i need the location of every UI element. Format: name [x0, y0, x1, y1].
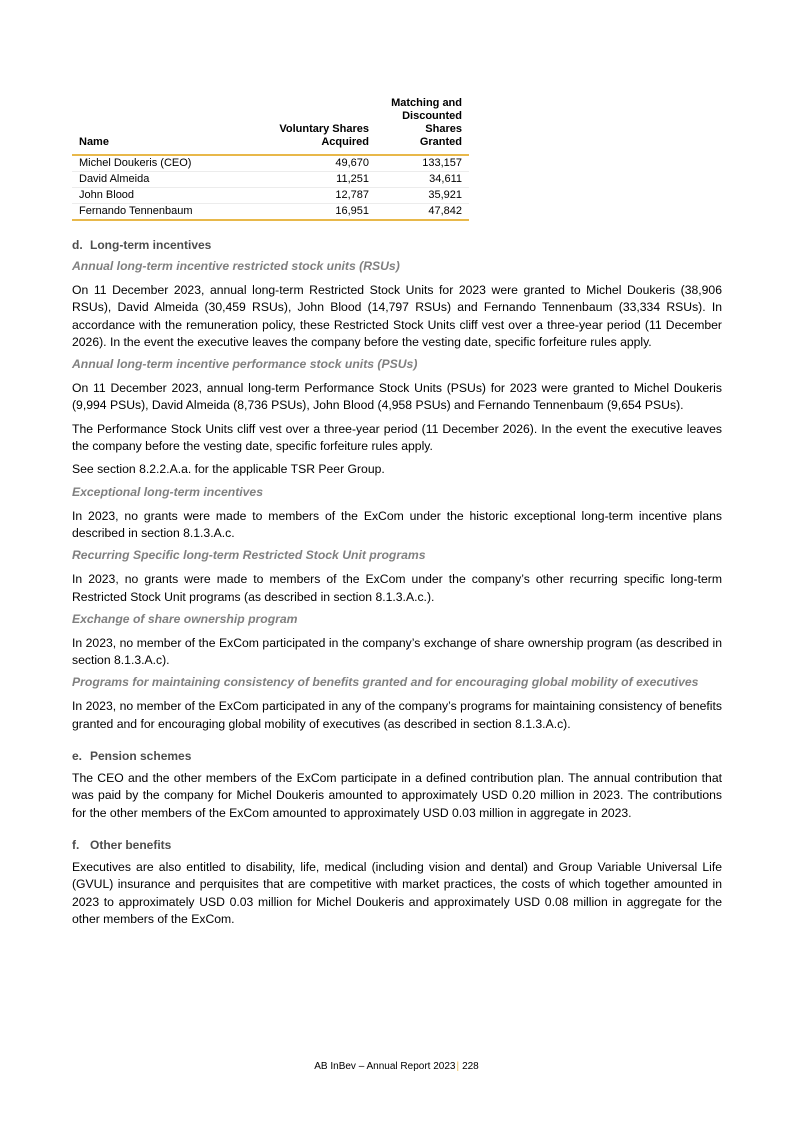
- paragraph-rsus: On 11 December 2023, annual long-term Restricted Stock Units for 2023 were granted to Michel Doukeris (38,906 RSUs), David Almeida (30,459 RSUs), John Blood (14,797 RSUs) and Fernando Tennenbaum (33,334 RSUs). In accordance with the remuneration policy, these Restricted Stock Units cliff vest over a three-year period (11 December 2026). In the event the executive leaves the company before the vesting date, specific forfeiture rules apply.: [72, 283, 722, 349]
- cell-name: John Blood: [72, 188, 256, 204]
- cell-name: Fernando Tennenbaum: [72, 204, 256, 221]
- cell-voluntary: 16,951: [256, 204, 376, 221]
- paragraph-psus-vesting: The Performance Stock Units cliff vest over a three-year period (11 December 2026). In the event the executive leaves the company before the vesting date, specific forfeiture rules apply.: [72, 421, 722, 454]
- paragraph-exceptional-incentives: In 2023, no grants were made to members of the ExCom under the historic exceptional long-term incentive plans described in section 8.1.3.A.c.: [72, 508, 722, 540]
- table-row: [72, 155, 469, 172]
- subheading-recurring-rsu-programs: Recurring Specific long-term Restricted Stock Unit programs: [72, 548, 426, 563]
- table-row: [72, 172, 469, 188]
- section-heading-long-term-incentives: d. Long-term incentives: [72, 238, 212, 252]
- cell-name: Michel Doukeris (CEO): [72, 155, 256, 172]
- footer-report-title: AB InBev – Annual Report 2023: [314, 1061, 456, 1072]
- cell-matching: 133,157: [376, 155, 469, 172]
- cell-name: David Almeida: [72, 172, 256, 188]
- column-header-name: Name: [72, 97, 256, 155]
- subheading-global-mobility-programs: Programs for maintaining consistency of benefits granted and for encouraging global mobility of executives: [72, 675, 699, 690]
- cell-voluntary: 49,670: [256, 155, 376, 172]
- cell-matching: 47,842: [376, 204, 469, 221]
- table-row: [72, 188, 469, 204]
- column-header-voluntary-shares: Voluntary Shares Acquired: [256, 97, 376, 155]
- subheading-rsus: Annual long-term incentive restricted stock units (RSUs): [72, 259, 400, 273]
- page-footer: [0, 1061, 793, 1073]
- subheading-psus: Annual long-term incentive performance stock units (PSUs): [72, 357, 418, 372]
- table-row: [72, 204, 469, 221]
- cell-matching: 34,611: [376, 172, 469, 188]
- cell-matching: 35,921: [376, 188, 469, 204]
- footer-separator: |: [456, 1061, 460, 1072]
- share-grants-table: [72, 97, 469, 221]
- section-heading-pension-schemes: e. Pension schemes: [72, 749, 192, 764]
- paragraph-tsr-peer-group: See section 8.2.2.A.a. for the applicable TSR Peer Group.: [72, 462, 385, 477]
- page-number: 228: [462, 1061, 479, 1072]
- paragraph-psus-grants: On 11 December 2023, annual long-term Performance Stock Units (PSUs) for 2023 were granted to Michel Doukeris (9,994 PSUs), David Almeida (8,736 PSUs), John Blood (4,958 PSUs) and Fernando Tennenbaum (9,654 PSUs).: [72, 381, 722, 413]
- cell-voluntary: 11,251: [256, 172, 376, 188]
- cell-voluntary: 12,787: [256, 188, 376, 204]
- paragraph-recurring-rsu-programs: In 2023, no grants were made to members of the ExCom under the company’s other recurring specific long-term Restricted Stock Unit programs (as described in section 8.1.3.A.c.).: [72, 572, 722, 604]
- subheading-exchange-share-ownership: Exchange of share ownership program: [72, 611, 298, 626]
- paragraph-global-mobility-programs: In 2023, no member of the ExCom participated in any of the company’s programs for maintaining consistency of benefits granted and for encouraging global mobility of executives (as described in section 8.1.3.A.c).: [72, 699, 722, 731]
- column-header-matching-shares: Matching and Discounted Shares Granted: [376, 97, 469, 155]
- paragraph-exchange-share-ownership: In 2023, no member of the ExCom participated in the company’s exchange of share ownership program (as described in section 8.1.3.A.c).: [72, 635, 722, 668]
- body-content: [72, 238, 722, 934]
- paragraph-pension-schemes: The CEO and the other members of the ExCom participate in a defined contribution plan. The annual contribution that was paid by the company for Michel Doukeris amounted to approximately USD 0.20 million in 2023. The contributions for the other members of the ExCom amounted to approximately USD 0.03 million in aggregate in 2023.: [72, 771, 722, 820]
- paragraph-other-benefits: Executives are also entitled to disability, life, medical (including vision and dental) and Group Variable Universal Life (GVUL) insurance and perquisites that are competitive with market practices, the costs of which together amounted in 2023 to approximately USD 0.03 million for Michel Doukeris and approximately USD 0.08 million in aggregate for the other members of the ExCom.: [72, 859, 722, 926]
- table-header-row: [72, 97, 469, 155]
- section-heading-other-benefits: f. Other benefits: [72, 837, 172, 852]
- subheading-exceptional-incentives: Exceptional long-term incentives: [72, 484, 263, 499]
